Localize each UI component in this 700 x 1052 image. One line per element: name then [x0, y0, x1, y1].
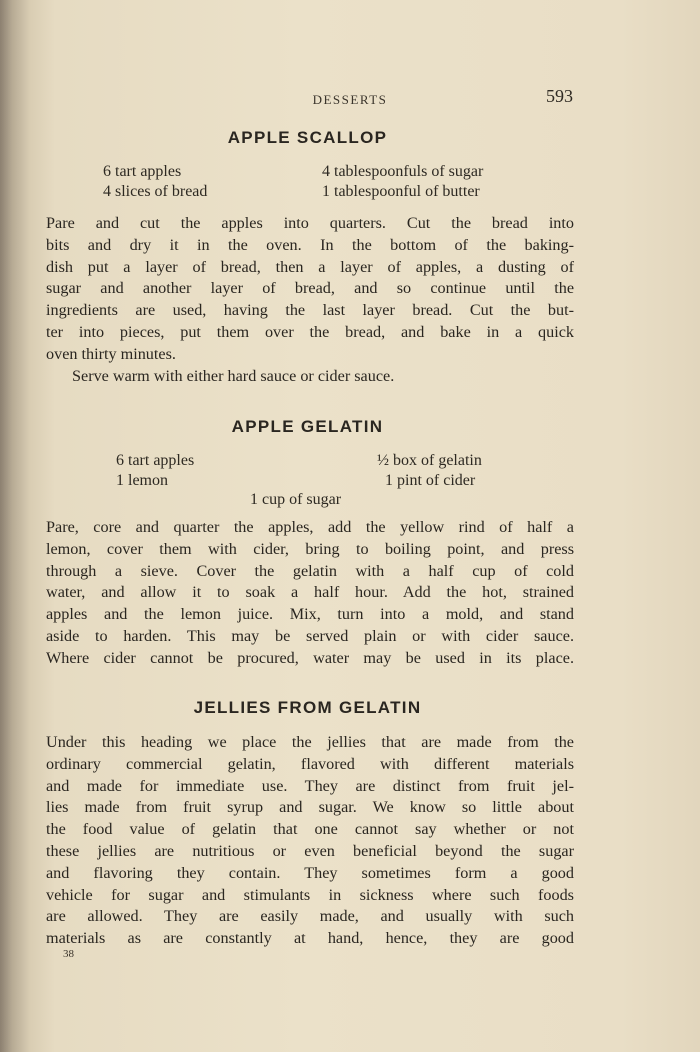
text-line: lemon, cover them with cider, bring to boiling point, and press [46, 539, 574, 558]
text-line: lies made from fruit syrup and sugar. We know so little about [46, 798, 574, 817]
ingredient: 4 tablespoonfuls of sugar [322, 163, 484, 180]
text-line: ter into pieces, put them over the bread, and bake in a quick [46, 322, 574, 341]
text-line: vehicle for sugar and stimulants in sickness where such foods [46, 885, 574, 904]
text-line: apples and the lemon juice. Mix, turn into a mold, and stand [46, 605, 574, 624]
text-line: Pare, core and quarter the apples, add the yellow rind of half a [46, 518, 574, 536]
text-line: Under this heading we place the jellies that are made from the [46, 733, 574, 751]
text-line: water, and allow it to soak a half hour. Add the hot, strained [46, 583, 574, 602]
text-line: ingredients are used, having the last layer bread. Cut the but- [46, 301, 574, 320]
text-line: materials as are constantly at hand, hence, they are good [46, 929, 574, 948]
text-line: and flavoring they contain. They sometimes form a good [46, 863, 574, 882]
recipe-directions-apple-gelatin [46, 517, 574, 670]
text-line: sugar and another layer of bread, and so continue until the [46, 279, 574, 298]
text-line: dish put a layer of bread, then a layer of apples, a dusting of [46, 257, 574, 276]
running-head: DESSERTS [312, 92, 388, 107]
ingredient: 1 pint of cider [385, 472, 476, 489]
ingredient: 4 slices of bread [103, 183, 208, 200]
text-line: and made for immediate use. They are distinct from fruit jel- [46, 776, 574, 795]
section-title-jellies-from-gelatin: JELLIES FROM GELATIN [193, 698, 422, 717]
signature-mark: 38 [63, 948, 74, 960]
text-line: Pare and cut the apples into quarters. Cut the bread into [46, 214, 574, 232]
text-line: oven thirty minutes. [46, 344, 176, 363]
text-line: Serve warm with either hard sauce or cider sauce. [72, 366, 395, 385]
page-number: 593 [546, 86, 573, 106]
text-line: through a sieve. Cover the gelatin with a half cup of cold [46, 561, 574, 580]
ingredient: 1 lemon [116, 472, 168, 489]
recipe-title-apple-scallop: APPLE SCALLOP [227, 128, 388, 147]
ingredient: 1 cup of sugar [250, 491, 342, 508]
ingredient: 1 tablespoonful of butter [322, 183, 480, 200]
text-line: the food value of gelatin that one cannot say whether or not [46, 820, 574, 839]
text-line: are allowed. They are easily made, and usually with such [46, 907, 574, 926]
recipe-directions-apple-scallop [46, 213, 574, 387]
text-line: ordinary commercial gelatin, flavored with different materials [46, 754, 574, 773]
recipe-title-apple-gelatin: APPLE GELATIN [231, 417, 384, 436]
text-line: Where cider cannot be procured, water may be used in its place. [46, 648, 574, 667]
ingredient: 6 tart apples [116, 452, 195, 469]
text-line: aside to harden. This may be served plain or with cider sauce. [46, 626, 574, 645]
text-line: bits and dry it in the oven. In the bottom of the baking- [46, 235, 574, 254]
ingredient: ½ box of gelatin [377, 452, 482, 469]
text-line: these jellies are nutritious or even beneficial beyond the sugar [46, 841, 574, 860]
ingredient: 6 tart apples [103, 163, 182, 180]
section-text-jellies-from-gelatin [46, 732, 574, 950]
